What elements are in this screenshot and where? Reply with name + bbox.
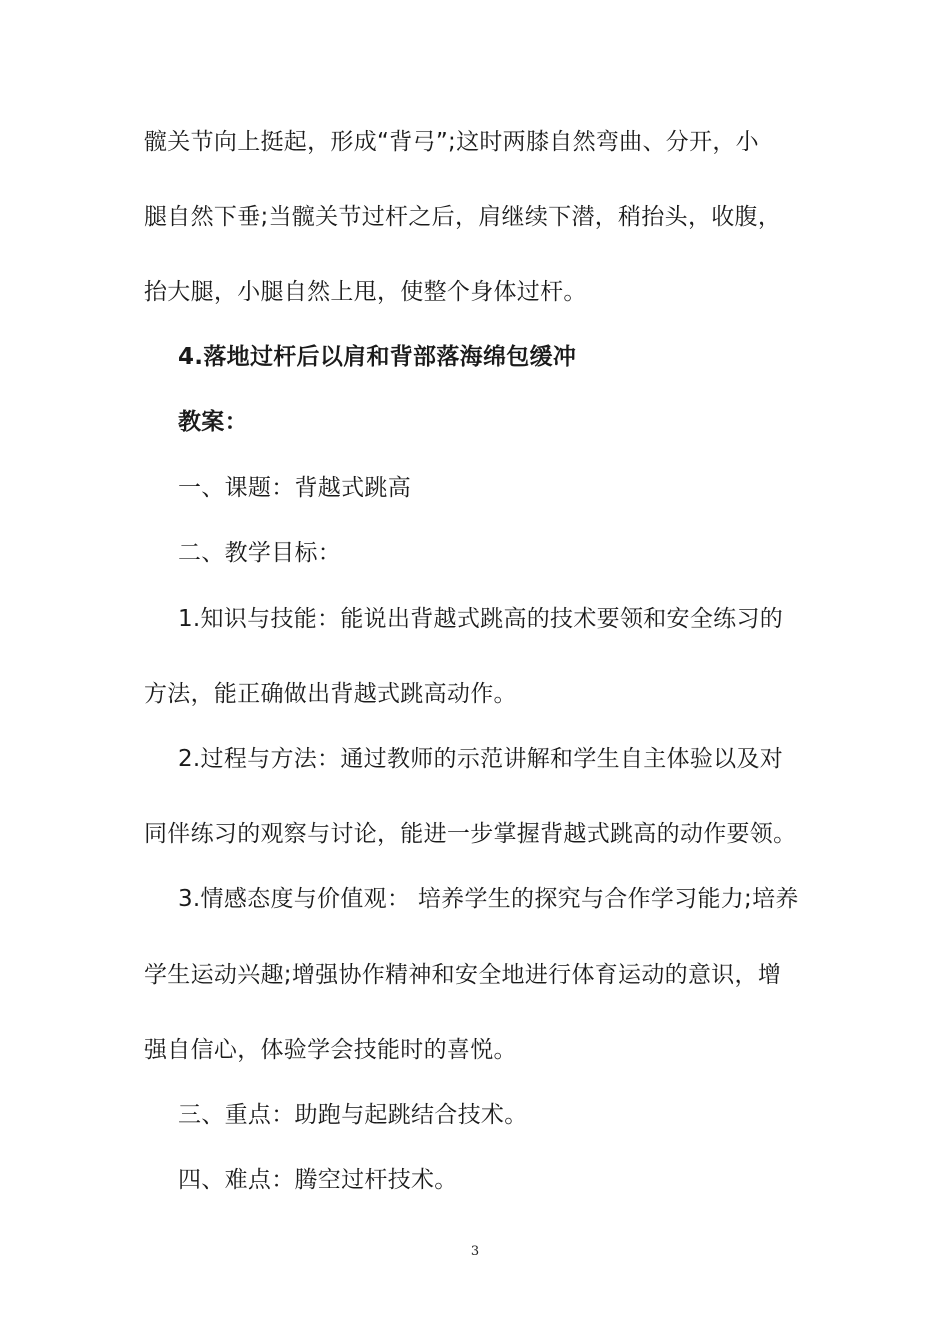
paragraph-line: 方法，能正确做出背越式跳高动作。 [144, 681, 517, 707]
page-number: 3 [470, 1244, 480, 1259]
paragraph-line: 强自信心，体验学会技能时的喜悦。 [144, 1037, 517, 1063]
paragraph-line: 同伴练习的观察与讨论，能进一步掌握背越式跳高的动作要领。 [144, 821, 797, 847]
objective-emotion-line: 3.情感态度与价值观： 培养学生的探究与合作学习能力;培养 [178, 886, 799, 912]
paragraph-line: 学生运动兴趣;增强协作精神和安全地进行体育运动的意识，增 [144, 962, 782, 988]
paragraph-line: 髋关节向上挺起，形成“背弓”;这时两膝自然弯曲、分开，小 [144, 129, 759, 155]
difficulty-line: 四、难点：腾空过杆技术。 [178, 1167, 458, 1193]
objectives-heading: 二、教学目标： [178, 540, 342, 566]
paragraph-line: 抬大腿，小腿自然上甩，使整个身体过杆。 [144, 279, 587, 305]
lesson-plan-heading: 教案： [178, 409, 248, 435]
section-heading-landing: 4.落地过杆后以肩和背部落海绵包缓冲 [178, 344, 577, 370]
key-point-line: 三、重点：助跑与起跳结合技术。 [178, 1102, 528, 1128]
paragraph-line: 腿自然下垂;当髋关节过杆之后，肩继续下潜，稍抬头，收腹， [144, 204, 782, 230]
objective-process-line: 2.过程与方法：通过教师的示范讲解和学生自主体验以及对 [178, 746, 784, 772]
objective-knowledge-line: 1.知识与技能：能说出背越式跳高的技术要领和安全练习的 [178, 606, 784, 632]
topic-line: 一、课题：背越式跳高 [178, 475, 411, 501]
